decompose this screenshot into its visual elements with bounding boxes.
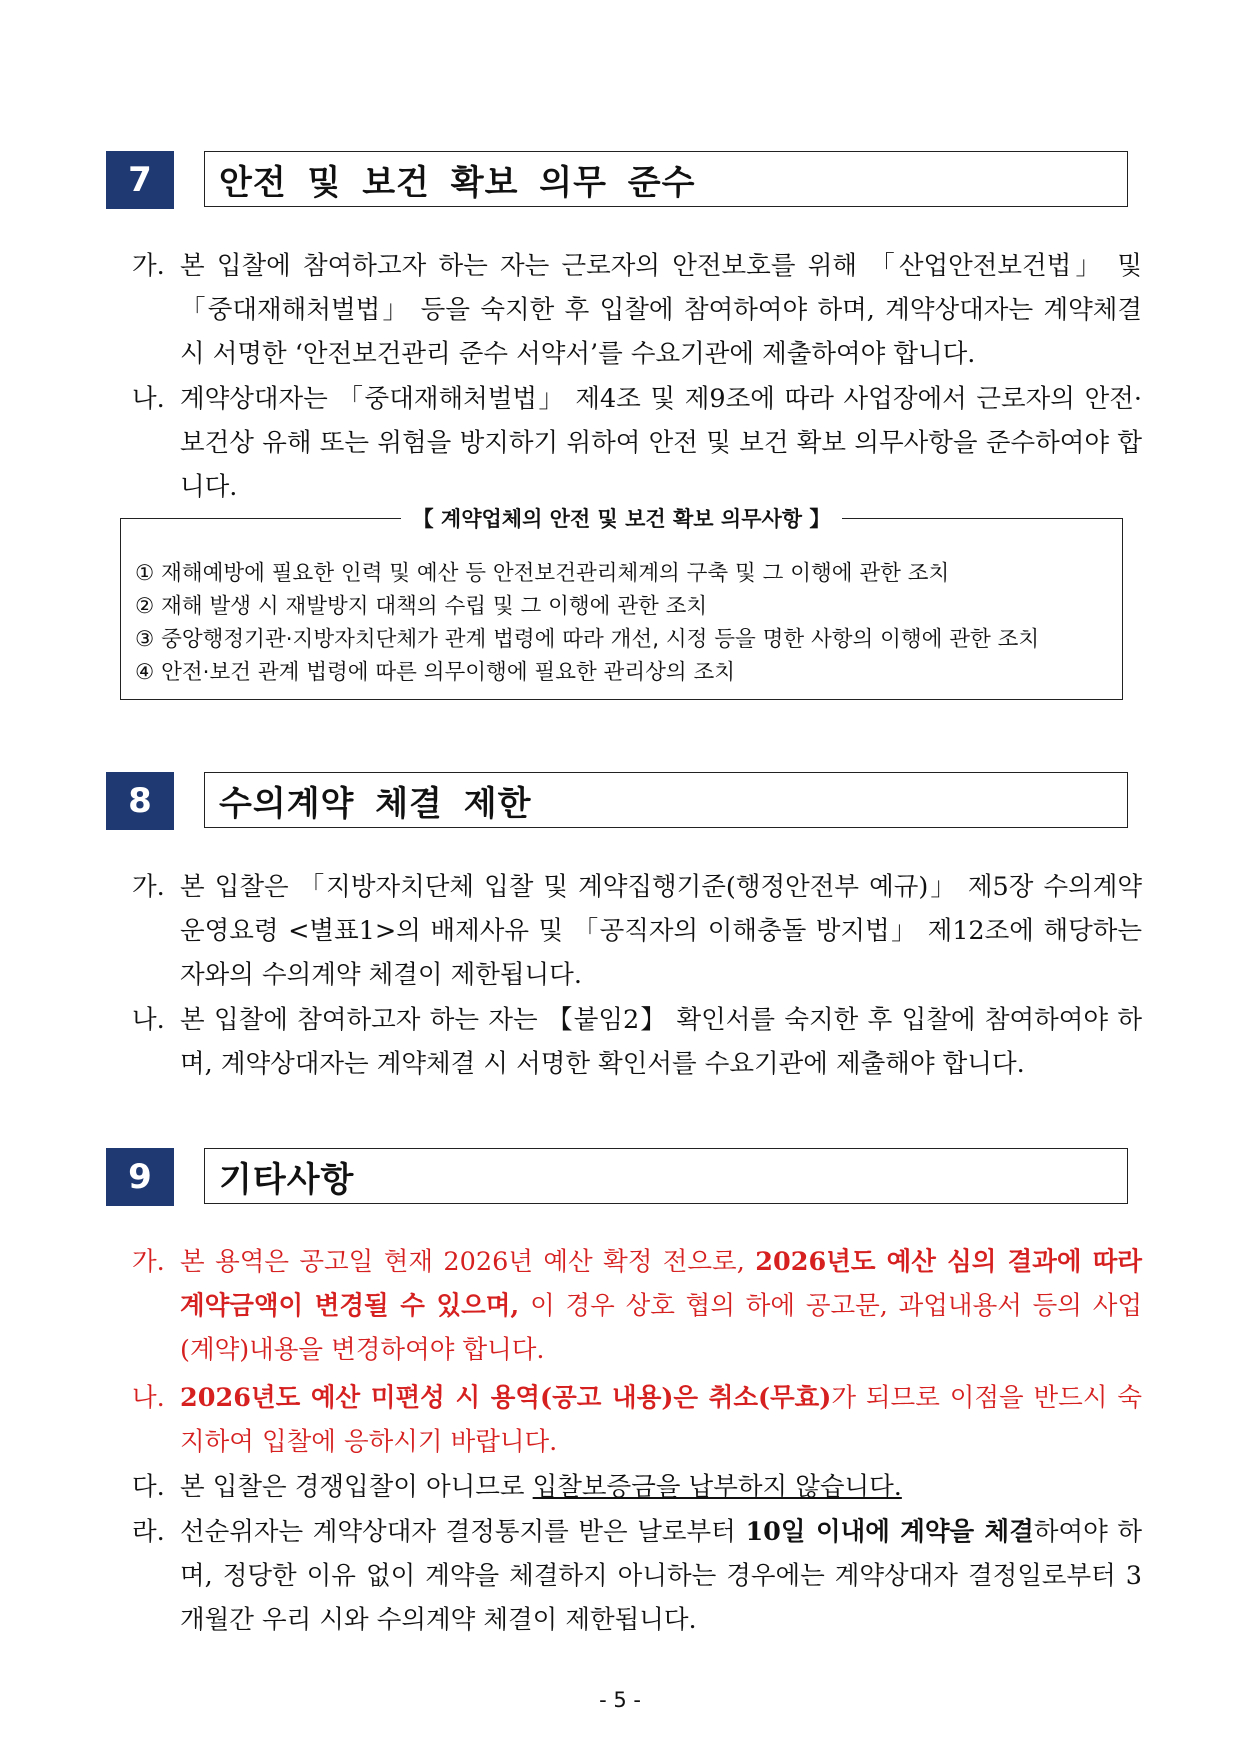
section-number-badge: 8 bbox=[106, 772, 174, 830]
item-marker: 라. bbox=[132, 1517, 165, 1547]
obligation-item: ④ 안전·보건 관계 법령에 따른 의무이행에 필요한 관리상의 조치 bbox=[135, 660, 736, 685]
item-marker: 나. bbox=[132, 1383, 165, 1413]
item-text: 선순위자는 계약상대자 결정통지를 받은 날로부터 10일 이내에 계약을 체결하여야 하며, 정당한 이유 없이 계약을 체결하지 아니하는 경우에는 계약상대자 결정일로부터 3개월간 우리 시와 수의계약 체결이 제한됩니다. bbox=[180, 1517, 1142, 1635]
list-item bbox=[132, 1510, 1142, 1642]
page-number: - 5 - bbox=[599, 1688, 641, 1712]
item-marker: 가. bbox=[132, 251, 165, 281]
item-marker: 나. bbox=[132, 1005, 165, 1035]
list-item bbox=[132, 377, 1142, 509]
item-marker: 나. bbox=[132, 384, 165, 414]
item-marker: 가. bbox=[132, 1247, 165, 1277]
section-title: 수의계약 체결 제한 bbox=[204, 772, 1128, 828]
emphasis-text: 10일 이내에 계약을 체결 bbox=[745, 1517, 1034, 1547]
list-item bbox=[132, 244, 1142, 376]
list-item bbox=[132, 998, 1142, 1086]
obligation-item: ① 재해예방에 필요한 인력 및 예산 등 안전보건관리체계의 구축 및 그 이행에 관한 조치 bbox=[135, 561, 950, 586]
obligations-list bbox=[135, 557, 1112, 689]
list-item bbox=[132, 1376, 1142, 1464]
item-text: 본 입찰은 「지방자치단체 입찰 및 계약집행기준(행정안전부 예규)」 제5장 수의계약 운영요령 <별표1>의 배제사유 및 「공직자의 이해충돌 방지법」 제12조에 해당하는 자와의 수의계약 체결이 제한됩니다. bbox=[180, 872, 1142, 990]
list-item bbox=[132, 1465, 1142, 1509]
list-item bbox=[132, 1240, 1142, 1372]
item-text: 2026년도 예산 미편성 시 용역(공고 내용)은 취소(무효)가 되므로 이점을 반드시 숙지하여 입찰에 응하시기 바랍니다. bbox=[180, 1383, 1142, 1457]
item-text: 본 입찰에 참여하고자 하는 자는 【붙임2】 확인서를 숙지한 후 입찰에 참여하여야 하며, 계약상대자는 계약체결 시 서명한 확인서를 수요기관에 제출해야 합니다. bbox=[180, 1005, 1142, 1079]
section-title: 기타사항 bbox=[204, 1148, 1128, 1204]
list-item bbox=[132, 865, 1142, 997]
item-text: 계약상대자는 「중대재해처벌법」 제4조 및 제9조에 따라 사업장에서 근로자의 안전·보건상 유해 또는 위험을 방지하기 위하여 안전 및 보건 확보 의무사항을 준수하여야 합니다. bbox=[180, 384, 1142, 502]
section-number-badge: 9 bbox=[106, 1148, 174, 1206]
section-number-badge: 7 bbox=[106, 151, 174, 209]
obligation-item: ② 재해 발생 시 재발방지 대책의 수립 및 그 이행에 관한 조치 bbox=[135, 594, 708, 619]
box-title: 【 계약업체의 안전 및 보건 확보 의무사항 】 bbox=[121, 503, 1122, 533]
item-marker: 가. bbox=[132, 872, 165, 902]
item-text: 본 용역은 공고일 현재 2026년 예산 확정 전으로, 2026년도 예산 심의 결과에 따라 계약금액이 변경될 수 있으며, 이 경우 상호 협의 하에 공고문, 과업내용서 등의 사업(계약)내용을 변경하여야 합니다. bbox=[180, 1247, 1142, 1365]
item-text: 본 입찰에 참여하고자 하는 자는 근로자의 안전보호를 위해 「산업안전보건법」 및 「중대재해처벌법」 등을 숙지한 후 입찰에 참여하여야 하며, 계약상대자는 계약체결 시 서명한 ‘안전보건관리 준수 서약서’를 수요기관에 제출하여야 합니다. bbox=[180, 251, 1142, 369]
item-text: 본 입찰은 경쟁입찰이 아니므로 입찰보증금을 납부하지 않습니다. bbox=[180, 1472, 902, 1502]
emphasis-text: 2026년도 예산 미편성 시 용역(공고 내용)은 취소(무효) bbox=[180, 1383, 832, 1413]
section-title: 안전 및 보건 확보 의무 준수 bbox=[204, 151, 1128, 207]
item-marker: 다. bbox=[132, 1472, 165, 1502]
underlined-text: 입찰보증금을 납부하지 않습니다. bbox=[532, 1472, 902, 1502]
emphasis-text: 2026년도 예산 심의 결과에 따라 계약금액이 변경될 수 있으며, bbox=[180, 1247, 1142, 1321]
obligation-item: ③ 중앙행정기관·지방자치단체가 관계 법령에 따라 개선, 시정 등을 명한 사항의 이행에 관한 조치 bbox=[135, 627, 1040, 652]
obligations-box bbox=[120, 507, 1123, 700]
